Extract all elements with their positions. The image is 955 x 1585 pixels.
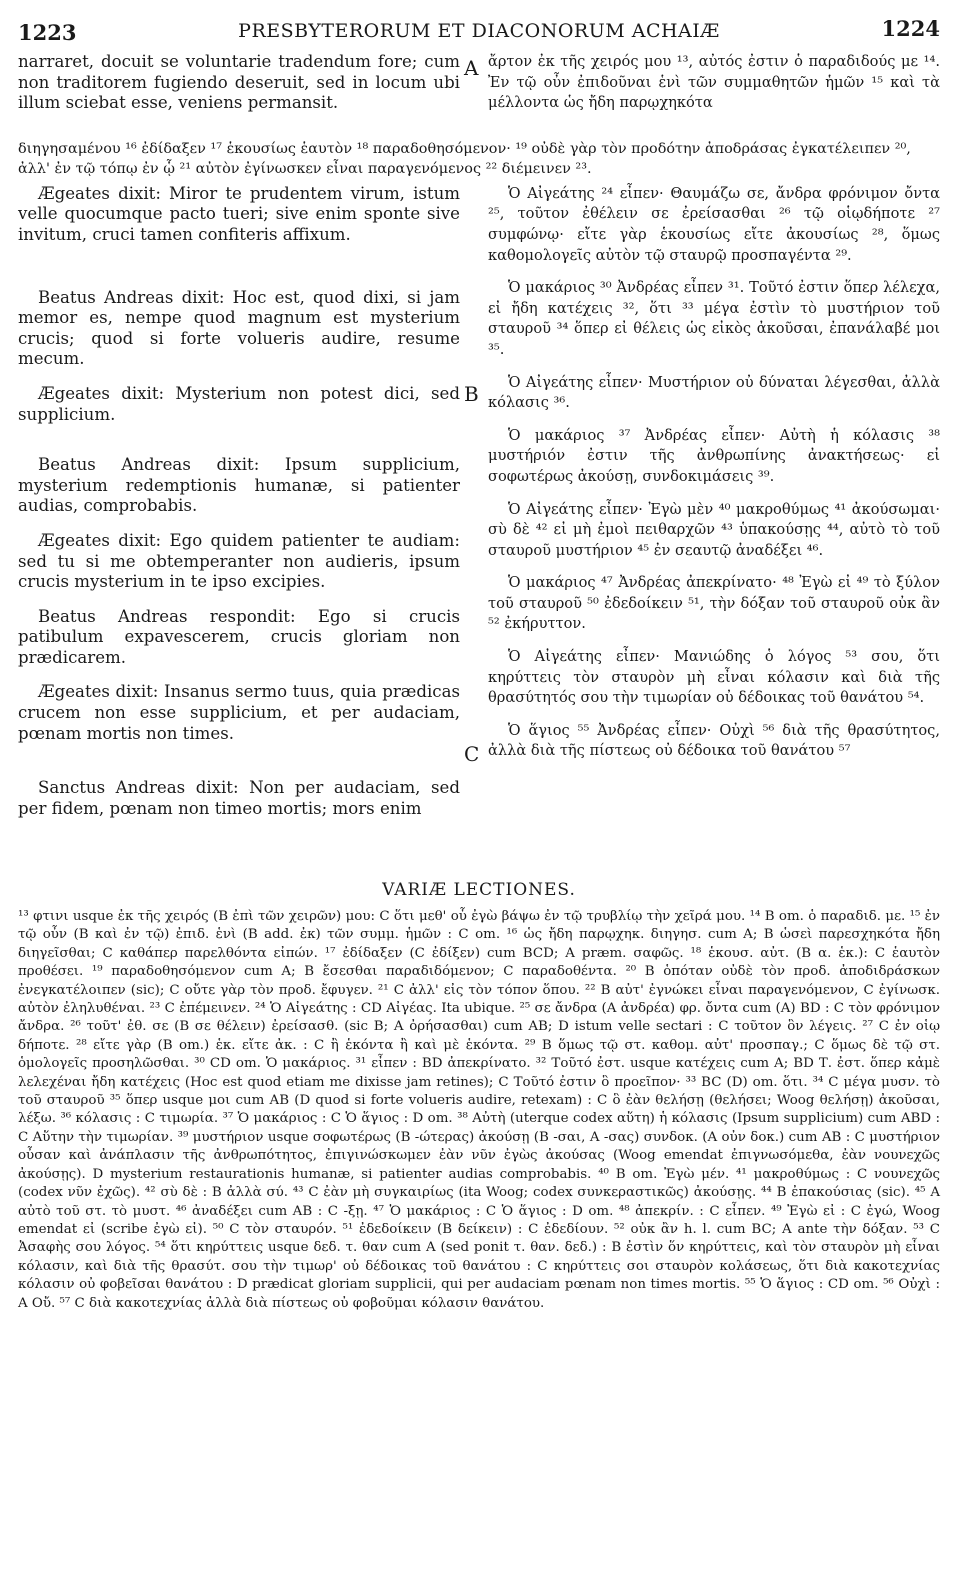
greek-paragraph: Ὁ μακάριος ³⁰ Ἀνδρέας εἶπεν ³¹. Τοῦτό ἐστιν ὅπερ λέλεχα, εἰ ἤδη κατέχεις ³², ὅτι ³³ μέγα ἐστὶν τὸ μυστήριον τοῦ σταυροῦ ³⁴ ὅπερ εἰ θέλεις ὡς εἰκὸς ἀκοῦσαι, ἐπανάλαβέ μοι ³⁵. [488, 279, 940, 358]
latin-paragraph: Beatus Andreas dixit: Ipsum supplicium, mysterium redemptionis humanæ, si patienter audias, comprobabis. [18, 455, 460, 516]
greek-paragraph: Ὁ μακάριος ⁴⁷ Ἀνδρέας ἀπεκρίνατο· ⁴⁸ Ἐγὼ εἰ ⁴⁹ τὸ ξύλον τοῦ σταυροῦ ⁵⁰ ἐδεδοίκειν ⁵¹, τὴν δόξαν τοῦ σταυροῦ οὐκ ἂν ⁵² ἐκήρυττον. [488, 574, 940, 633]
latin-paragraph: narraret, docuit se voluntarie tradendum fore; cum non traditorem fugiendo deseruit, sed in locum ubi illum sciebat esse, veniens permansit. [18, 52, 460, 113]
greek-paragraph: ἄρτον ἐκ τῆς χειρός μου ¹³, αὐτός ἐστιν ὁ παραδιδούς με ¹⁴. Ἐν τῷ οὖν ἐπιδοῦναι ἑνὶ τῶν συμμαθητῶν ἡμῶν ¹⁵ καὶ τὰ μέλλοντα ὡς ἤδη παρῳχηκότα [488, 53, 940, 112]
greek-full-width-line: διηγησαμένου ¹⁶ ἐδίδαξεν ¹⁷ ἑκουσίως ἑαυτὸν ¹⁸ παραδοθησόμενον· ¹⁹ οὐδὲ γὰρ τὸν προδότην ἀποδράσας ἐγκατέλειπεν ²⁰, ἀλλ' ἐν τῷ τόπῳ ἐν ᾧ ²¹ αὐτὸν ἐγίνωσκεν εἶναι παραγενόμενος ²² διέμεινεν ²³. [18, 140, 940, 179]
greek-paragraph: Ὁ ἅγιος ⁵⁵ Ἀνδρέας εἶπεν· Οὐχὶ ⁵⁶ διὰ τῆς θρασύτητος, ἀλλὰ διὰ τῆς πίστεως οὐ δέδοικα τοῦ θανάτου ⁵⁷ [488, 721, 940, 760]
latin-paragraph: Ægeates dixit: Miror te prudentem virum, istum velle quocumque pacto tueri; sive enim sponte sive invitum, cruci tamen confiteris affixum. [18, 183, 460, 244]
page [18, 14, 940, 1574]
page-header [18, 14, 940, 52]
latin-paragraph: Ægeates dixit: Ego quidem patienter te audiam: sed tu si me obtemperanter non audieris, ipsum crucis mysterium in te ipso excipies. [18, 530, 460, 592]
greek-paragraph: Ὁ Αἰγεάτης εἶπεν· Μυστήριον οὐ δύναται λέγεσθαι, ἀλλὰ κόλασις ³⁶. [488, 373, 940, 412]
variae-lectiones [18, 880, 940, 1313]
greek-paragraph: Ὁ Αἰγεάτης εἶπεν· Μανιώδης ὁ λόγος ⁵³ σου, ὅτι κηρύττεις τὸν σταυρὸν μὴ εἶναι κόλασιν καὶ διὰ τῆς θρασύτητός σου τὴν τιμωρίαν οὐ δέδοικας τοῦ θανάτου ⁵⁴. [488, 648, 940, 707]
margin-letter-b: B [464, 382, 479, 406]
page-number-right: 1224 [881, 16, 940, 41]
greek-paragraph: Ὁ Αἰγεάτης εἶπεν· Ἐγὼ μὲν ⁴⁰ μακροθύμως ⁴¹ ἀκούσωμαι· σὺ δὲ ⁴² εἰ μὴ ἐμοὶ πειθαρχῶν ⁴³ ὑπακούσῃς ⁴⁴, αὐτὸ τὸ τοῦ σταυροῦ μυστήριον ⁴⁵ ἐν σεαυτῷ ἀναδέξει ⁴⁶. [488, 500, 940, 559]
variae-title: VARIÆ LECTIONES. [382, 880, 576, 900]
latin-paragraph: Beatus Andreas dixit: Hoc est, quod dixi, si jam memor es, nempe quod magnum est mysterium crucis; quod si forte volueris audire, resume mecum. [18, 287, 460, 369]
margin-letter-a: A [464, 56, 479, 80]
page-number-left: 1223 [18, 20, 77, 45]
margin-letter-c: C [464, 742, 480, 766]
variant-readings: ¹³ φτινι usque ἐκ τῆς χειρός (B ἐπὶ τῶν χειρῶν) μου: C ὅτι μεθ' οὗ ἐγὼ βάψω ἐν τῷ τρυβλίῳ τὴν χεῖρά μου. ¹⁴ B om. ὁ παραδιδ. με. ¹⁵ ἐν τῷ οὖν (B καὶ ἐν τῷ) ἐπιδ. ἑνὶ (B add. ἐκ) τῶν συμμ. ἡμῶν : C om. ¹⁶ ὡς ἤδη παρῳχηκ. διηγησ. cum A; B ὡσεὶ παρεσχηκότα ἤδη διηγεῖσθαι; C καθάπερ παρελθόντα εἰπών. ¹⁷ ἐδίδαξεν (C ἐδίξεν) cum BCD; A præm. σαφῶς. ¹⁸ ἑκουσ. αὐτ. (B α. ἑκ.): C ἑαυτὸν προθέσει. ¹⁹ παραδοθησόμενον cum A; B ἔσεσθαι παραδιδόμενον; C παραδοθέντα. ²⁰ B ὁπόταν οὐδὲ τὸν προδ. ἀποδιδράσκων ἐνεγκατέλοιπεν (sic); C οὔτε γὰρ τὸν προδ. ἔφυγεν. ²¹ C ἀλλ' εἰς τὸν τόπον ὅπου. ²² B αὐτ' ἐγνώκει εἶναι παραγενόμενον, C ἐγίνωσκ. αὐτὸν ἐληλυθέναι. ²³ C ἐπέμεινεν. ²⁴ Ὁ Αἰγεάτης : CD Αἰγέας. Ita ubique. ²⁵ σε ἄνδρα (A ἀνδρέα) φρ. ὄντα cum (A) BD : C τὸν φρόνιμον ἄνδρα. ²⁶ τοῦτ' ἐθ. σε (B σε θέλειν) ἐρείσασθ. (sic B; A ὀρήσασθαι) cum AB; D istum velle sectari : C τοῦτον ὃν λέγεις. ²⁷ C ἐν οἱῳ δήποτε. ²⁸ εἴτε γὰρ (B om.) ἑκ. εἴτε ἀκ. : C ἢ ἑκόντα ἢ καὶ μὲ ἑκόντα. ²⁹ B ὅμως τῷ στ. καθομ. αὐτ' προσπαγ.; C ὅμως δὲ τῷ στ. ὁμολογεῖς προσηλῶσθαι. ³⁰ CD om. Ὁ μακάριος. ³¹ εἶπεν : BD ἀπεκρίνατο. ³² Τοῦτό ἐστ. usque κατέχεις cum A; BD Τ. ἐστ. ὅπερ κἀμὲ λελεχέναι ἤδη κατέχεις (Hoc est quod etiam me dixisse jam retines); C Τοῦτό ἐστιν ὃ προεῖπον· ³³ BC (D) om. ὅτι. ³⁴ C μέγα μυσν. τὸ τοῦ σταυροῦ ³⁵ ὅπερ usque μοι cum AB (D quod si forte volueris audire, retexam) : C ὃ ἐὰν θελήσῃ (θελήσει; Woog θελήσῃ) ἀκοῦσαι, λέξω. ³⁶ κόλασις : C τιμωρία. ³⁷ Ὁ μακάριος : C Ὁ ἅγιος : D om. ³⁸ Αὐτὴ (uterque codex αὕτη) ἡ κόλασις (Ipsum supplicium) cum ABD : C Αὕτην τὴν τιμωρίαν. ³⁹ μυστήριον usque σοφωτέρως (B -ώτερας) ἀκούσῃ (B -σαι, A -σας) συνδοκ. (A οὐν δοκ.) cum AB : C μυστήριον οὖσαν καὶ ἀνάπλασιν τῆς ἀνθρωπότητος, ἐπιγινώσκωμεν ἐὰν νῦν ἐγὼς ἀκούσας (Woog emendat ἐπιγνωσόμεθα, ἐὰν νουνεχῶς ἀκούσῃς). D mysterium restaurationis humanæ, si patienter audias comprobabis. ⁴⁰ B om. Ἐγὼ μέν. ⁴¹ μακροθύμως : C νουνεχῶς (codex νῦν ἐχῶς). ⁴² σὺ δὲ : B ἀλλὰ σύ. ⁴³ C ἐὰν μὴ συγκαιρίως (ita Woog; codex συνκεραστικῶς) ἀκούσῃς. ⁴⁴ B ἐπακούσιας (sic). ⁴⁵ A αὐτὸ τοῦ στ. τὸ μυστ. ⁴⁶ ἀναδέξει cum AB : C -ξῃ. ⁴⁷ Ὁ μακάριος : C Ὁ ἅγιος : D om. ⁴⁸ ἀπεκρίν. : C εἶπεν. ⁴⁹ Ἐγὼ εἰ : C ἐγώ, Woog emendat εἰ (scribe ἐγὼ εἰ). ⁵⁰ C τὸν σταυρόν. ⁵¹ ἐδεδοίκειν (B δείκειν) : C ἐδεδίουν. ⁵² οὐκ ἂν h. l. cum BC; A ante τὴν δόξαν. ⁵³ C Ἀσαφὴς σου λόγος. ⁵⁴ ὅτι κηρύττεις usque δεδ. τ. θαν cum A (sed ponit τ. θαν. δεδ.) : B ἐστὶν ὅν κηρύττεις, καὶ τὸν σταυρὸν μὴ εἶναι κόλασιν, καὶ διὰ τῆς θρασύτ. σου τὴν τιμωρ' οὐ δέδοικας τοῦ θανάτου : C κηρύττεις σοι σταυρὸν κολάσεως, ὅτι διὰ κακοτεχνίας κόλασιν οὐ φοβεῖσαι θανάτου : D prædicat gloriam supplicii, qui per audaciam pœnam non times mortis. ⁵⁵ Ὁ ἅγιος : CD om. ⁵⁶ Οὐχὶ : A Οὔ. ⁵⁷ C διὰ κακοτεχνίας ἀλλὰ διὰ πίστεως οὐ φοβοῦμαι κόλασιν θανάτου. [18, 909, 940, 1311]
greek-paragraph: Ὁ Αἰγεάτης ²⁴ εἶπεν· Θαυμάζω σε, ἄνδρα φρόνιμον ὄντα ²⁵, τοῦτον ἐθέλειν σε ἐρείσασθαι ²⁶ τῷ οἱῳδήποτε ²⁷ συμφώνῳ· εἴτε γὰρ ἑκουσίως εἴτε ἀκουσίως ²⁸, ὅμως καθομολογεῖς αὐτὸν τῷ σταυρῷ προσπαγέντα ²⁹. [488, 184, 940, 264]
latin-paragraph: Ægeates dixit: Mysterium non potest dici, sed supplicium. [18, 383, 460, 424]
running-title: PRESBYTERORUM ET DIACONORUM ACHAIÆ [238, 20, 720, 42]
parallel-text [18, 52, 940, 872]
latin-paragraph: Sanctus Andreas dixit: Non per audaciam, sed per fidem, pœnam non timeo mortis; mors enim [18, 778, 460, 818]
greek-paragraph: Ὁ μακάριος ³⁷ Ἀνδρέας εἶπεν· Αὐτὴ ἡ κόλασις ³⁸ μυστήριόν ἐστιν τῆς ἀνθρωπίνης ἀνακτήσεως· εἰ σοφωτέρως ἀκούσῃ, συνδοκιμάσεις ³⁹. [488, 426, 940, 485]
latin-paragraph: Ægeates dixit: Insanus sermo tuus, quia prædicas crucem non esse supplicium, et per audaciam, pœnam mortis non times. [18, 682, 460, 743]
latin-paragraph: Beatus Andreas respondit: Ego si crucis patibulum expavescerem, crucis gloriam non prædicarem. [18, 606, 460, 667]
